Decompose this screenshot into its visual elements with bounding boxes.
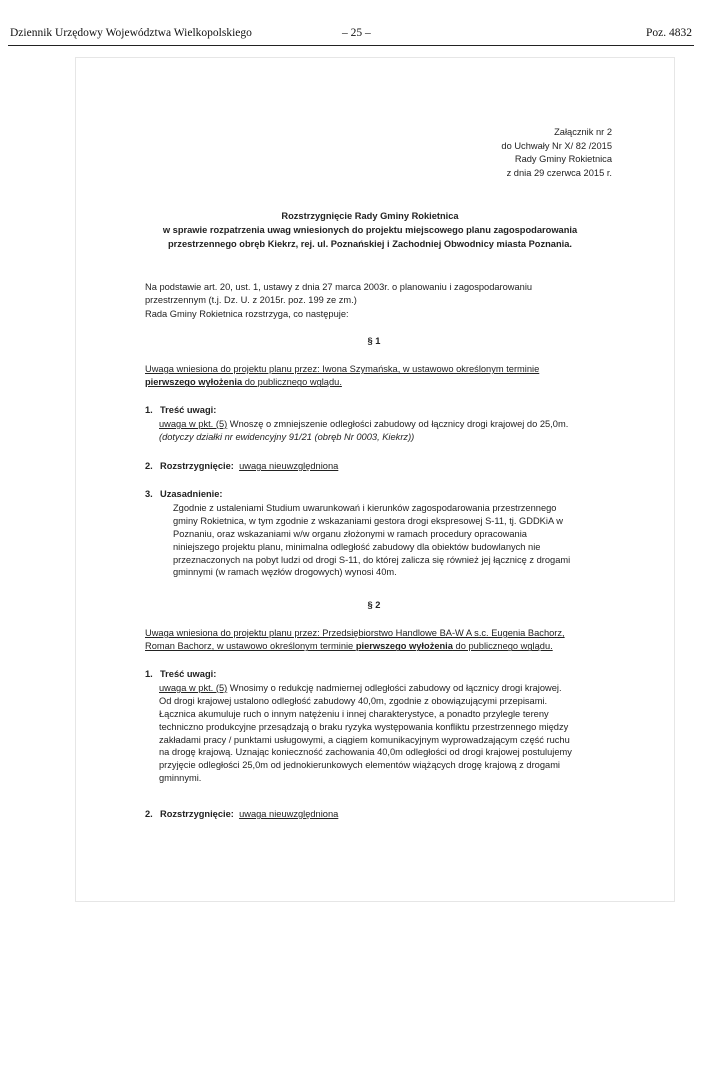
remark-bold: pierwszego wyłożenia: [145, 377, 243, 388]
header-rule: [8, 45, 694, 46]
remark-line: [145, 376, 603, 389]
content-line: przyjęcie odległości 25,0m od jednokierunkowych elementów wiążących drogę krajową z drogami: [159, 760, 561, 771]
justification-label: Uzasadnienie:: [160, 489, 223, 499]
justification-line: gminy Rokietnica, w tym zgodnie z wskazaniami gestora drogi ekspresowej S-11, tj. GDDKiA w: [173, 515, 563, 526]
title-line: Rozstrzygnięcie Rady Gminy Rokietnica: [281, 211, 459, 221]
section-1-justification: 3. Uzasadnienie: Zgodnie z ustaleniami Studium uwarunkowań i kierunków zagospodarowania przestrzennego gminy Rokietnica, w tym zgodnie z wskazaniami gestora drogi ekspresowej S-11, tj. GDDKiA w Poznaniu, oraz wskazaniami w/w organu złożonymi w ramach procedury opracowania niniejszego projektu planu, minimalna odległość zabudowy dla obiektów budowlanych nie przeznaczonych na pobyt ludzi od drogi S-11, do której zalicza się również jej łącznicę z drogami gminnymi (w ramach węzłów drogowych) wynosi 40m.: [145, 488, 603, 579]
content-text: Wnoszę o zmniejszenie odległości zabudowy od łącznicy drogi krajowej do 25,0m.: [227, 419, 569, 429]
journal-header: [10, 27, 692, 43]
attachment-block: [412, 126, 612, 180]
section-1-decision: 2. Rozstrzygnięcie: uwaga nieuwzględniona: [145, 461, 339, 471]
attachment-line: do Uchwały Nr X/ 82 /2015: [501, 140, 612, 151]
content-line: Łącznica akumuluje ruch o innym natężeniu i innej charakterystyce, a ponadto przylegle tereny: [159, 708, 549, 719]
section-1-remark: [145, 363, 603, 390]
content-line: techniczno produkcyjne przesądzają o braku ryzyka występowania konfliktu przestrzennego między: [159, 721, 569, 732]
decision-value: uwaga nieuwzględniona: [239, 809, 339, 819]
remark-line: [145, 640, 603, 653]
remark-rest: do publicznego wglądu.: [242, 377, 342, 388]
attachment-line: Rady Gminy Rokietnica: [514, 154, 612, 165]
decision-label: Rozstrzygnięcie:: [160, 809, 234, 819]
justification-line: przeznaczonych na pobyt ludzi od drogi S-11, do której zalicza się również jej łącznicę z drogami: [173, 554, 571, 565]
justification-line: niniejszego projektu planu, minimalna odległość zabudowy dla obiektów budowlanych nie: [173, 541, 541, 552]
content-ref: uwaga w pkt. (5): [159, 419, 228, 429]
page-number: – 25 –: [342, 27, 371, 39]
legal-basis: [145, 281, 603, 321]
justification-line: Poznaniu, oraz wskazaniami w/w organu złożonymi w ramach procedury opracowania: [173, 528, 527, 539]
remark-start: Roman Bachorz, w ustawowo określonym terminie: [145, 641, 356, 652]
content-ref: uwaga w pkt. (5): [159, 683, 228, 693]
remark-line: Uwaga wniesiona do projektu planu przez: Iwona Szymańska, w ustawowo określonym terminie: [145, 364, 540, 374]
content-label: Treść uwagi:: [160, 669, 217, 679]
section-2-remark: [145, 627, 603, 654]
content-line: Od drogi krajowej ustalono odległość zabudowy 40,0m, zgodnie z obowiązującymi przepisami.: [159, 695, 548, 706]
remark-bold: pierwszego wyłożenia: [355, 641, 453, 652]
title-line: w sprawie rozpatrzenia uwag wniesionych do projektu miejscowego planu zagospodarowania: [162, 225, 578, 235]
remark-line: Uwaga wniesiona do projektu planu przez: Przedsiębiorstwo Handlowe BA-W A s.c. Eugenia Bachorz,: [145, 628, 565, 638]
position-number: Poz. 4832: [646, 27, 692, 39]
justification-line: gminnymi (w ramach węzłów drogowych) wynosi 40m.: [173, 567, 397, 578]
content-line: zakładami pracy / punktami usługowymi, a ciągiem komunikacyjnym wyprowadzającym część ruchu: [159, 734, 570, 745]
basis-line: przestrzennym (t.j. Dz. U. z 2015r. poz. 199 ze zm.): [145, 295, 357, 306]
section-2-decision: 2. Rozstrzygnięcie: uwaga nieuwzględniona: [145, 809, 339, 819]
journal-title: Dziennik Urzędowy Województwa Wielkopolskiego: [10, 27, 252, 39]
content-line: na drogę krajową. Uznając konieczność zachowania 40,0m odległości od drogi krajowej postulujemy: [159, 747, 572, 758]
decision-value: uwaga nieuwzględniona: [239, 461, 339, 471]
attachment-line: Załącznik nr 2: [554, 127, 612, 137]
content-label: Treść uwagi:: [160, 405, 217, 415]
content-line: gminnymi.: [159, 773, 202, 784]
section-1-symbol: § 1: [367, 336, 381, 346]
section-1-content: 1. Treść uwagi: uwaga w pkt. (5) Wnoszę o zmniejszenie odległości zabudowy od łącznicy drogi krajowej do 25,0m. (dotyczy działki nr ewidencyjny 91/21 (obręb Nr 0003, Kiekrz)): [145, 404, 603, 444]
resolution-title: [140, 210, 600, 252]
basis-line: Na podstawie art. 20, ust. 1, ustawy z dnia 27 marca 2003r. o planowaniu i zagospodarowaniu: [145, 282, 533, 292]
basis-line: Rada Gminy Rokietnica rozstrzyga, co następuje:: [145, 308, 349, 319]
title-line: przestrzennego obręb Kiekrz, rej. ul. Poznańskiej i Zachodniej Obwodnicy miasta Poznania.: [168, 239, 572, 249]
section-2-symbol: § 2: [367, 600, 381, 610]
justification-line: Zgodnie z ustaleniami Studium uwarunkowań i kierunków zagospodarowania przestrzennego: [173, 503, 557, 513]
content-text: Wnosimy o redukcję nadmiernej odległości zabudowy od łącznicy drogi krajowej.: [227, 683, 562, 693]
remark-rest: do publicznego wglądu.: [452, 641, 553, 652]
section-2-content: 1. Treść uwagi: uwaga w pkt. (5) Wnosimy o redukcję nadmiernej odległości zabudowy od łącznicy drogi krajowej. Od drogi krajowej ustalono odległość zabudowy 40,0m, zgodnie z obowiązującymi przepisami. Łącznica akumuluje ruch o innym natężeniu i innej charakterystyce, a ponadto przylegle tereny techniczno produkcyjne przesądzają o braku ryzyka występowania konfliktu przestrzennego między zakładami pracy / punktami usługowymi, a ciągiem komunikacyjnym wyprowadzającym część ruchu na drogę krajową. Uznając konieczność zachowania 40,0m odległości od drogi krajowej postulujemy przyjęcie odległości 25,0m od jednokierunkowych elementów wiążących drogę krajową z drogami gminnymi.: [145, 668, 603, 785]
content-note: (dotyczy działki nr ewidencyjny 91/21 (obręb Nr 0003, Kiekrz)): [159, 431, 415, 442]
attachment-line: z dnia 29 czerwca 2015 r.: [506, 167, 612, 178]
decision-label: Rozstrzygnięcie:: [160, 461, 234, 471]
